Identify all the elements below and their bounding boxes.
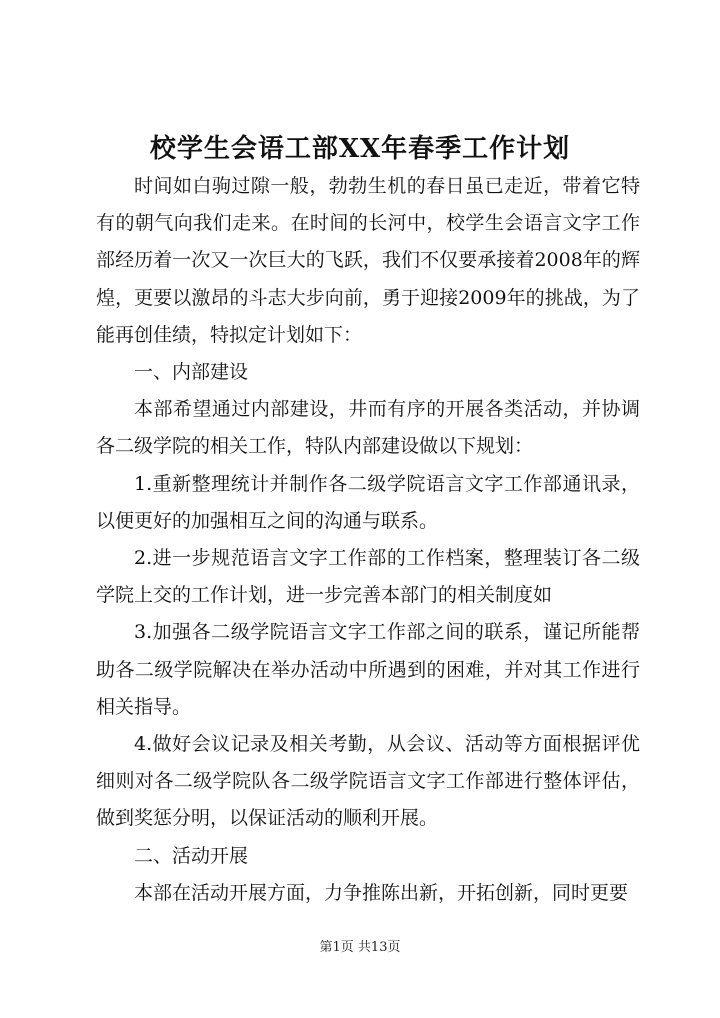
paragraph-internal-plan: 本部希望通过内部建设，井而有序的开展各类活动，并协调各二级学院的相关工作，特队内部建设做以下规划： <box>96 398 640 458</box>
document-title: 校学生会语工部XX年春季工作计划 <box>149 134 571 164</box>
section-heading-activities: 二、活动开展 <box>134 844 249 867</box>
paragraph-intro: 时间如白驹过隙一般，勃勃生机的春日虽已走近，带着它特有的朝气向我们走来。在时间的长河中，校学生会语言文字工作部经历着一次又一次巨大的飞跃，我们不仅要承接着2008年的辉煌，更要以激昂的斗志大步向前，勇于迎接2009年的挑战，为了能再创佳绩，特拟定计划如下： <box>96 175 640 346</box>
section-heading-internal-construction: 一、内部建设 <box>134 361 249 384</box>
list-item-4: 4.做好会议记录及相关考勤，从会议、活动等方面根据评优细则对各二级学院队各二级学院语言文字工作部进行整体评估，做到奖惩分明，以保证活动的顺利开展。 <box>96 733 640 830</box>
page-footer: 第1页 共13页 <box>319 940 401 955</box>
list-item-3: 3.加强各二级学院语言文字工作部之间的联系，谨记所能帮助各二级学院解决在举办活动中所遇到的困难，并对其工作进行相关指导。 <box>96 621 640 718</box>
paragraph-activities: 本部在活动开展方面，力争推陈出新，开拓创新，同时更要 <box>134 881 629 904</box>
list-item-1: 1.重新整理统计并制作各二级学院语言文字工作部通讯录，以便更好的加强相互之间的沟通与联系。 <box>96 472 640 532</box>
document-body <box>96 168 640 912</box>
list-item-2: 2.进一步规范语言文字工作部的工作档案，整理装订各二级学院上交的工作计划，进一步完善本部门的相关制度如 <box>96 547 640 607</box>
